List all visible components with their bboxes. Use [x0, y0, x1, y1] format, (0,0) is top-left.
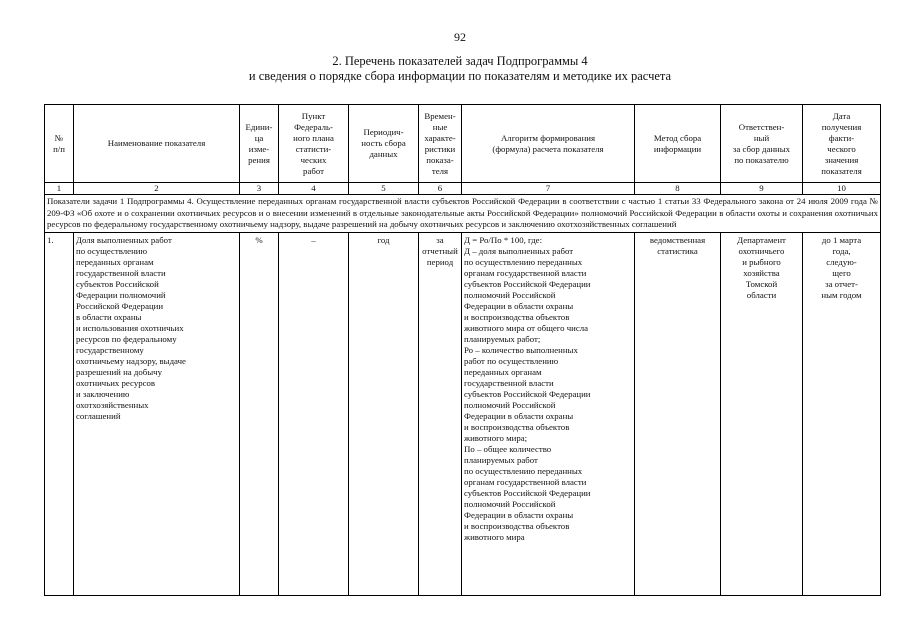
column-number: 3: [240, 183, 279, 195]
column-number-row: [45, 183, 881, 195]
header-cell-date: Дата получения факти- ческого значения показателя: [803, 105, 881, 183]
column-number: 5: [349, 183, 419, 195]
date-cell: до 1 марта года, следую- щего за отчет- ным годом: [803, 232, 881, 595]
header-cell-time-characteristics: Времен- ные характе- ристики показа- теля: [419, 105, 462, 183]
plan-item-cell: –: [279, 232, 349, 595]
time-characteristics-cell: за отчетный период: [419, 232, 462, 595]
responsible-cell: Департамент охотничьего и рыбного хозяйства Томской области: [721, 232, 803, 595]
title-line-1: 2. Перечень показателей задач Подпрограммы 4: [332, 54, 588, 68]
method-cell: ведомственная статистика: [635, 232, 721, 595]
header-cell-periodicity: Периодич- ность сбора данных: [349, 105, 419, 183]
column-number: 10: [803, 183, 881, 195]
table-header-row: [45, 105, 881, 183]
periodicity-cell: год: [349, 232, 419, 595]
header-cell-method: Метод сбора информации: [635, 105, 721, 183]
unit-cell: %: [240, 232, 279, 595]
column-number: 9: [721, 183, 803, 195]
column-number: 6: [419, 183, 462, 195]
table-row: [45, 232, 881, 595]
header-cell-algorithm: Алгоритм формирования (формула) расчета показателя: [462, 105, 635, 183]
task-row: [45, 195, 881, 233]
title-line-2: и сведения о порядке сбора информации по показателям и методике их расчета: [248, 69, 672, 83]
indicator-name: Доля выполненных работ по осуществлению переданных органам государственной власти субъектов Российской Федерации полномочий Российской Федерации в области охраны и использования охотничьих ресурсов по федеральному государственному охотничьему надзору, выдаче разрешений на добычу охотничьих ресурсов и заключению охотхозяйственных соглашений: [74, 232, 240, 595]
header-cell-responsible: Ответствен- ный за сбор данных по показателю: [721, 105, 803, 183]
row-number: 1.: [45, 232, 74, 595]
column-number: 4: [279, 183, 349, 195]
header-cell-num: № п/п: [45, 105, 74, 183]
column-number: 7: [462, 183, 635, 195]
column-number: 8: [635, 183, 721, 195]
algorithm-cell: Д = Ро/По * 100, где: Д – доля выполненных работ по осуществлению переданных органам государственной власти субъектов Российской Федерации полномочий Российской Федерации в области охраны и воспроизводства объектов животного мира от общего числа планируемых работ; Ро – количество выполненных работ по осуществлению переданных органам государственной власти субъектов Российской Федерации полномочий Российской Федерации в области охраны и воспроизводства объектов животного мира; По – общее количество планируемых работ по осуществлению переданных органам государственной власти субъектов Российской Федерации полномочий Российской Федерации в области охраны и воспроизводства объектов животного мира: [462, 232, 635, 595]
indicators-table: [44, 104, 881, 596]
header-cell-unit: Едини- ца изме- рения: [240, 105, 279, 183]
task-description: Показатели задачи 1 Подпрограммы 4. Осуществление переданных органам государственной власти субъектов Российской Федерации в соответствии с частью 1 статьи 33 Федерального закона от 24 июля 2009 года № 209-ФЗ «Об охоте и о сохранении охотничьих ресурсов и о внесении изменений в отдельные законодательные акты Российской Федерации» полномочий Российской Федерации в области охоты и сохранения охотничьих ресурсов по федеральному государственному охотничьему надзору, выдаче разрешений на добычу охотничьих ресурсов и заключению охотхозяйственных соглашений: [45, 195, 881, 233]
column-number: 1: [45, 183, 74, 195]
header-cell-name: Наименование показателя: [74, 105, 240, 183]
header-cell-plan-item: Пункт Федераль- ного плана статисти- ческих работ: [279, 105, 349, 183]
column-number: 2: [74, 183, 240, 195]
page-number: 92: [454, 30, 466, 44]
document-title: [0, 54, 905, 84]
